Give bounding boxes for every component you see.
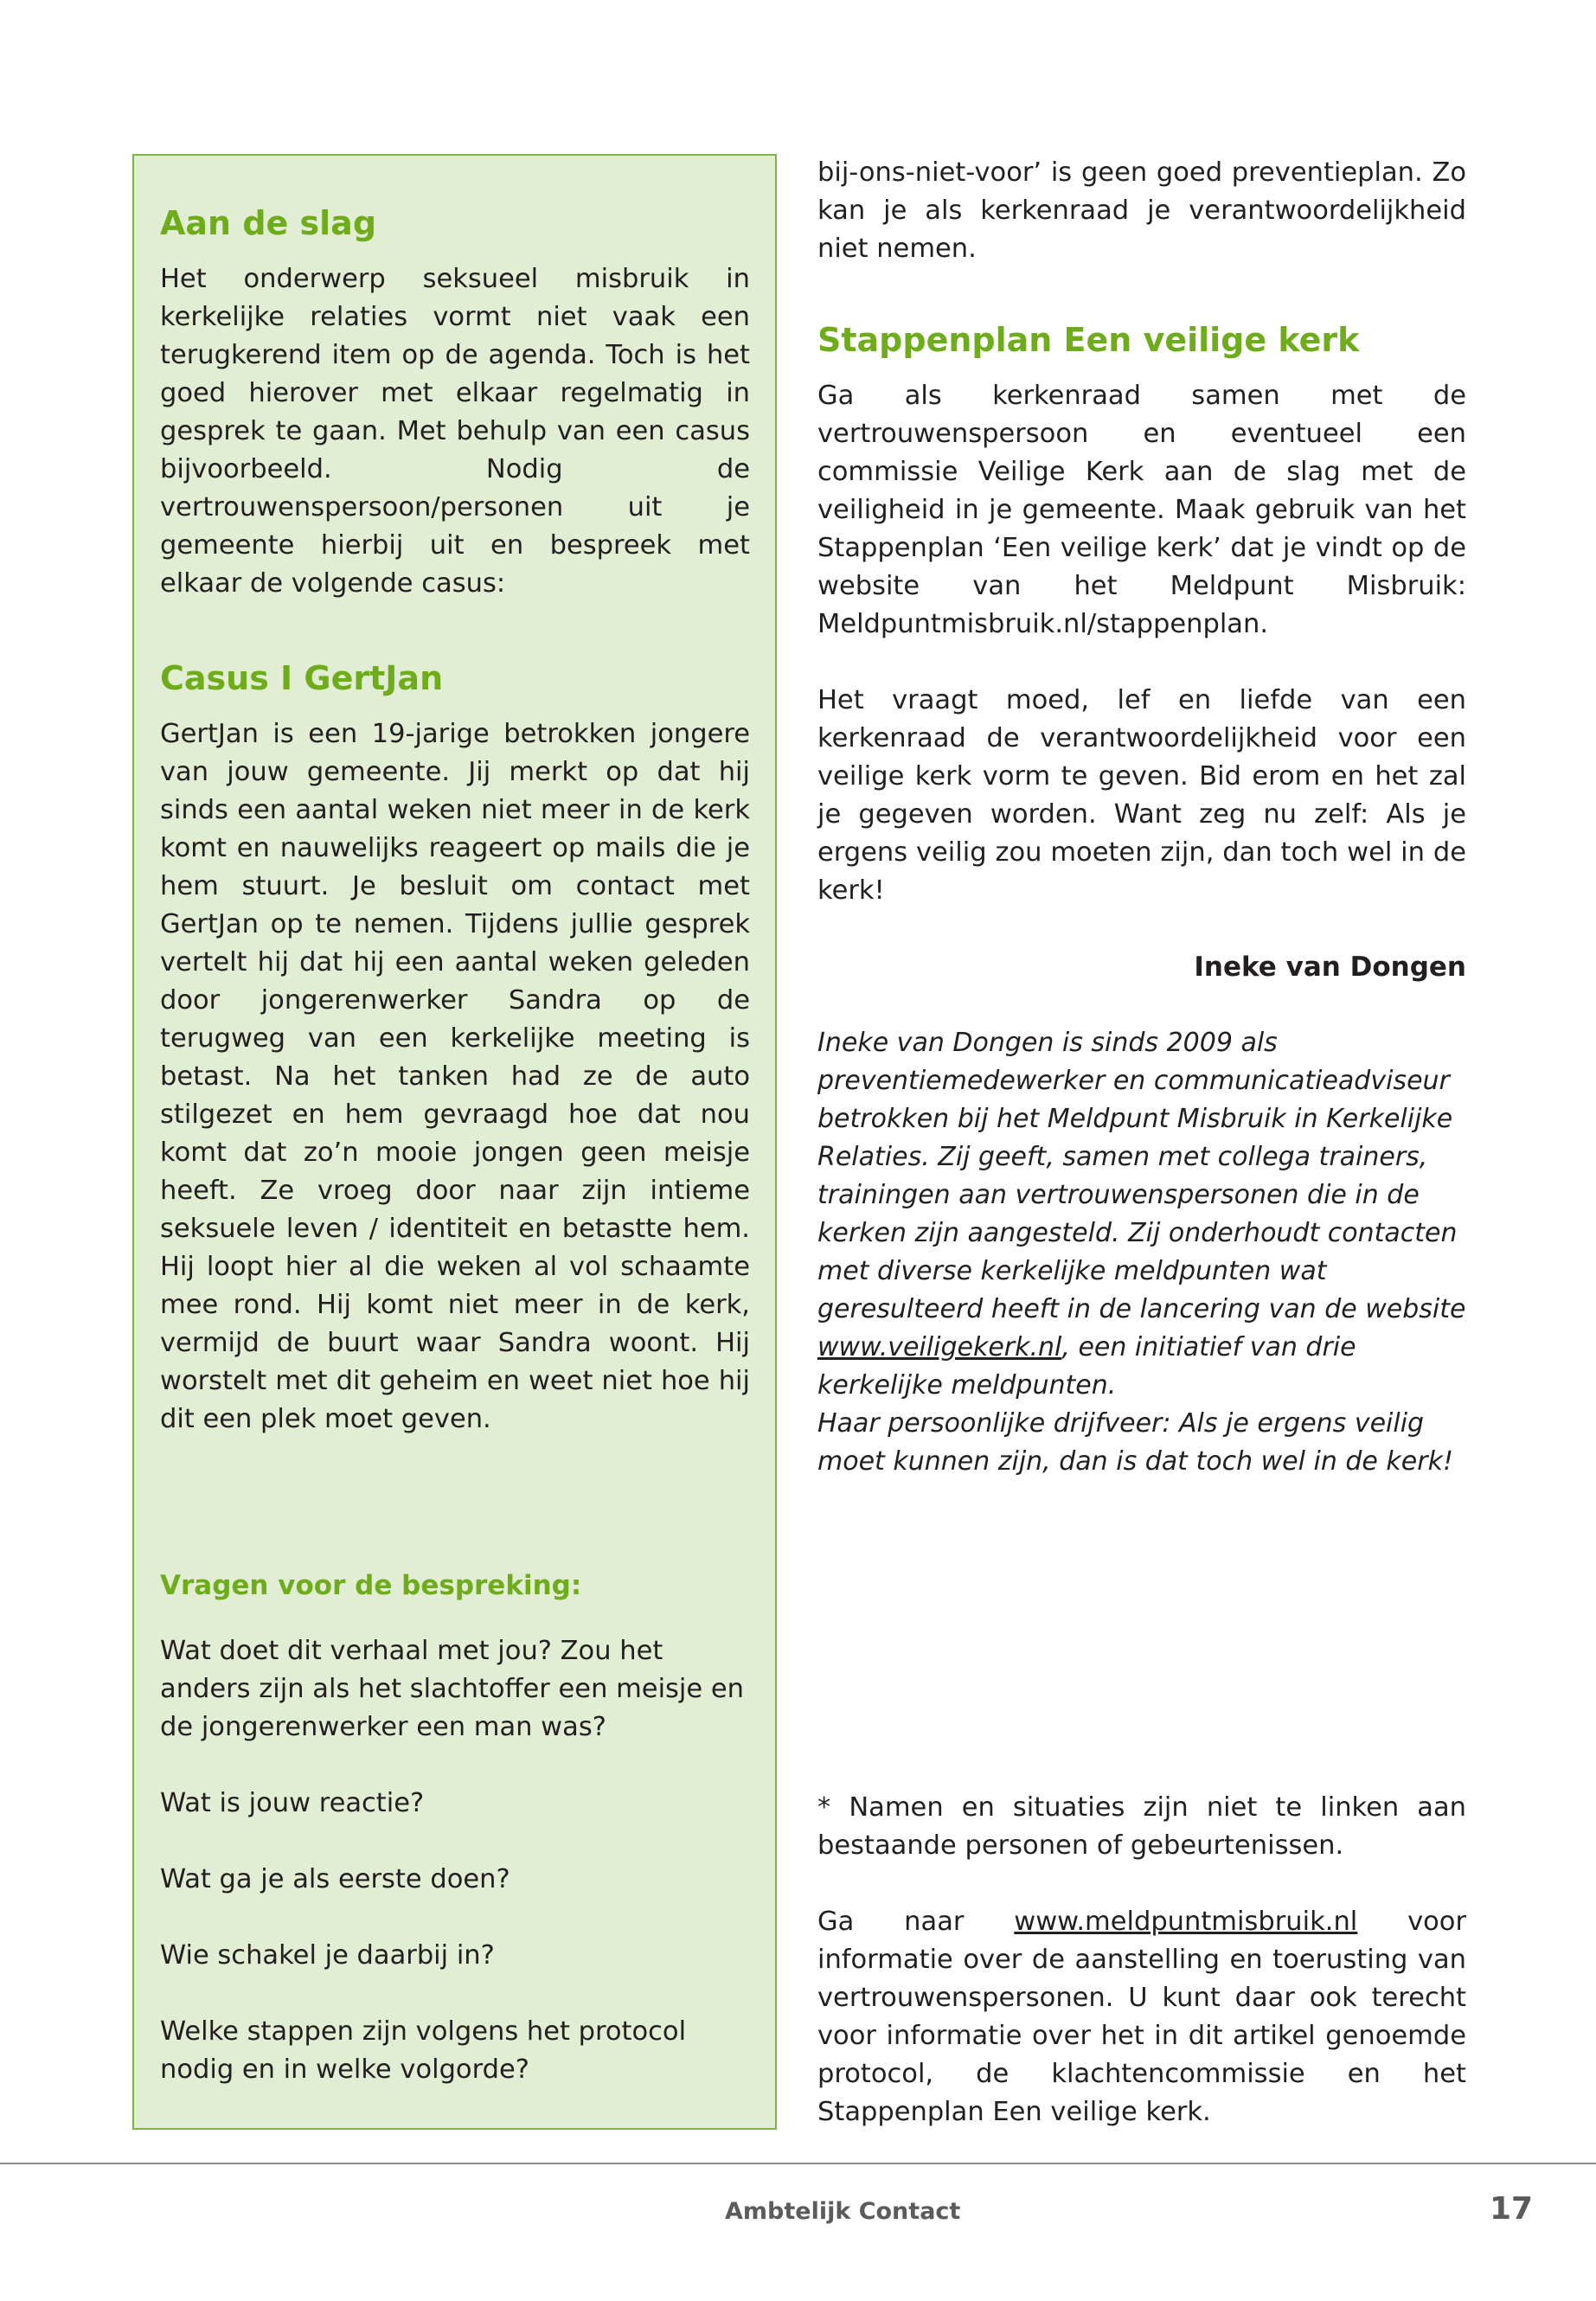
author-name: Ineke van Dongen <box>1194 952 1466 983</box>
question-item: Wat ga je als eerste doen? <box>160 1864 510 1894</box>
goto-text: Ga naar <box>817 1907 1015 1937</box>
footer-publication-title: Ambtelijk Contact <box>725 2198 961 2225</box>
question-item: Welke stappen zijn volgens het protocol nodig en in welke volgorde? <box>160 2016 687 2085</box>
author-drive: Haar persoonlijke drijfveer: Als je ergens veilig moet kunnen zijn, dan is dat toch wel in de kerk! <box>817 1408 1453 1477</box>
heading-stappenplan: Stappenplan Een veilige kerk <box>817 321 1360 359</box>
bio-text-end: , een initiatief van drie kerkelijke meldpunten. <box>817 1332 1356 1400</box>
right-column <box>817 154 1466 1481</box>
bio-text: Ineke van Dongen is sinds 2009 als preventiemedewerker en communicatieadviseur betrokken bij het Meldpunt Misbruik in Kerkelijke Relaties. Zij geeft, samen met collega trainers, trainingen aan vertrouwenspersonen die in de kerken zijn aangesteld. Zij onderhoudt contacten met diverse kerkelijke meldpunten wat geresulteerd heeft in de lancering van de website <box>817 1028 1466 1324</box>
footer-divider <box>0 2163 1596 2164</box>
question-item: Wat doet dit verhaal met jou? Zou het anders zijn als het slachtoffer een meisje en de jongerenwerker een man was? <box>160 1636 744 1742</box>
heading-casus: Casus I GertJan <box>160 659 444 697</box>
meldpunt-link[interactable]: www.meldpuntmisbruik.nl <box>1014 1907 1358 1937</box>
intro-paragraph: Het onderwerp seksueel misbruik in kerkelijke relaties vormt niet vaak een terugkerend item op de agenda. Toch is het goed hierover met elkaar regelmatig in gesprek te gaan. Met behulp van een casus bijvoorbeeld. Nodig de vertrouwenspersoon/personen uit je gemeente hierbij uit en bespreek met elkaar de volgende casus: <box>160 264 750 599</box>
continuation-paragraph: bij-ons-niet-voor’ is geen goed preventieplan. Zo kan je als kerkenraad je verantwoordelijkheid niet nemen. <box>817 157 1466 264</box>
case-box <box>132 154 777 2130</box>
heading-aan-de-slag: Aan de slag <box>160 204 377 242</box>
page-number: 17 <box>1490 2191 1534 2227</box>
casus-paragraph: GertJan is een 19-jarige betrokken jongere van jouw gemeente. Jij merkt op dat hij sinds een aantal weken niet meer in de kerk komt en nauwelijks reageert op mails die je hem stuurt. Je besluit om contact met GertJan op te nemen. Tijdens jullie gesprek vertelt hij dat hij een aantal weken geleden door jongerenwerker Sandra op de terugweg van een kerkelijke meeting is betast. Na het tanken had ze de auto stilgezet en hem gevraagd hoe dat nou komt dat zo’n mooie jongen geen meisje heeft. Ze vroeg door naar zijn intieme seksuele leven / identiteit en betastte hem. Hij loopt hier al die weken al vol schaamte mee rond. Hij komt niet meer in de kerk, vermijd de buurt waar Sandra woont. Hij worstelt met dit geheim en weet niet hoe hij dit een plek moet geven. <box>160 719 750 1434</box>
goto-paragraph <box>817 1903 1466 2131</box>
questions-heading: Vragen voor de bespreking: <box>160 1570 582 1601</box>
question-item: Wie schakel je daarbij in? <box>160 1940 495 1971</box>
moed-paragraph: Het vraagt moed, lef en liefde van een kerkenraad de verantwoordelijkheid voor een veilige kerk vorm te geven. Bid erom en het zal je gegeven worden. Want zeg nu zelf: Als je ergens veilig zou moeten zijn, dan toch wel in de kerk! <box>817 685 1466 906</box>
footnote-text: * Namen en situaties zijn niet te linken aan bestaande personen of gebeurtenissen. <box>817 1792 1466 1861</box>
goto-text-end: voor informatie over de aanstelling en toerusting van vertrouwenspersonen. U kunt daar ook terecht voor informatie over het in dit artikel genoemde protocol, de klachtencommissie en het Stappenplan Een veilige kerk. <box>817 1907 1467 2127</box>
veiligekerk-link[interactable]: www.veiligekerk.nl <box>817 1332 1062 1362</box>
stappenplan-paragraph: Ga als kerkenraad samen met de vertrouwenspersoon en eventueel een commissie Veilige Kerk aan de slag met de veiligheid in je gemeente. Maak gebruik van het Stappenplan ‘Een veilige kerk’ dat je vindt op de website van het Meldpunt Misbruik: Meldpuntmisbruik.nl/stappenplan. <box>817 381 1466 639</box>
footnote-block <box>817 1789 1466 2131</box>
author-bio <box>817 1024 1466 1405</box>
case-box-content <box>160 203 750 2089</box>
question-item: Wat is jouw reactie? <box>160 1788 425 1818</box>
